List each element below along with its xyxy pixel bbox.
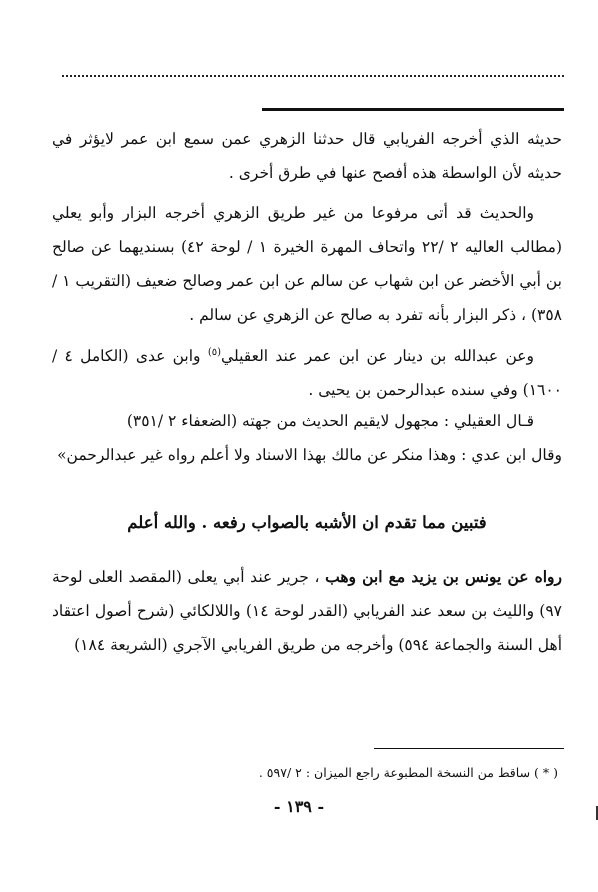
paragraph-4-text: قـال العقيلي : مجهول لايقيم الحديث من جهته (الضعفاء ٢ /٣٥١) bbox=[126, 412, 534, 430]
paragraph-1 bbox=[52, 122, 562, 190]
paragraph-5 bbox=[52, 438, 562, 472]
paragraph-1-text: حديثه الذي أخرجه الفريابي قال حدثنا الزهري عمن سمع ابن عمر لايؤثر في حديثه لأن الواسطة هذه أفصح عنها في طرق أخرى . bbox=[52, 130, 562, 182]
conclusion-heading: فتبين مما تقدم ان الأشبه بالصواب رفعه . والله أعلم bbox=[127, 513, 487, 532]
page-number: - ١٣٩ - bbox=[273, 797, 325, 816]
paragraph-6-rest: ، جرير عند أبي يعلى (المقصد العلى لوحة ٩٧) والليث بن سعد عند الفريابي (القدر لوحة ١٤) واللالكائي (شرح أصول اعتقاد أهل السنة والجماعة ٥٩٤) وأخرجه من طريق الفريابي الآجري (الشريعة ١٨٤) bbox=[52, 568, 562, 654]
footnote: ( * ) ساقط من النسخة المطبوعة راجع الميزان : ٢ /٥٩٧ . bbox=[258, 765, 558, 780]
paragraph-3-part-b: وابن عدى (الكامل ٤ /١٦٠٠) وفي سنده عبدالرحمن بن يحيى . bbox=[52, 347, 562, 400]
paragraph-2-text: والحديث قد أتى مرفوعا من غير طريق الزهري أخرجه البزار وأبو يعلي (مطالب العاليه ٢ /٢٢ واتحاف المهرة الخيرة ١ / لوحة ٤٢) بسنديهما عن صالح بن أبي الأخضر عن ابن شهاب عن سالم عن ابن عمر وصالح ضعيف (التقريب ١ /٣٥٨) ، ذكر البزار بأنه تفرد به صالح عن الزهري عن سالم . bbox=[52, 204, 562, 324]
paragraph-6-text bbox=[52, 560, 562, 662]
paragraph-5-text: وقال ابن عدي : وهذا منكر عن مالك بهذا الاسناد ولا أعلم رواه غير عبدالرحمن» bbox=[57, 446, 562, 464]
footnote-rule bbox=[374, 748, 564, 749]
paragraph-4 bbox=[52, 404, 562, 438]
dotted-separator bbox=[62, 75, 564, 77]
top-rule bbox=[262, 108, 564, 111]
paragraph-6 bbox=[52, 560, 562, 662]
paragraph-3-text bbox=[52, 336, 562, 407]
paragraph-6-bold: رواه عن يونس بن يزيد مع ابن وهب bbox=[325, 567, 562, 586]
paragraph-3 bbox=[52, 336, 562, 407]
paragraph-3-part-a: وعن عبدالله بن دينار عن ابن عمر عند العقيلي bbox=[221, 347, 535, 366]
footnote-marker: (٥) bbox=[207, 347, 222, 358]
paragraph-2 bbox=[52, 196, 562, 332]
